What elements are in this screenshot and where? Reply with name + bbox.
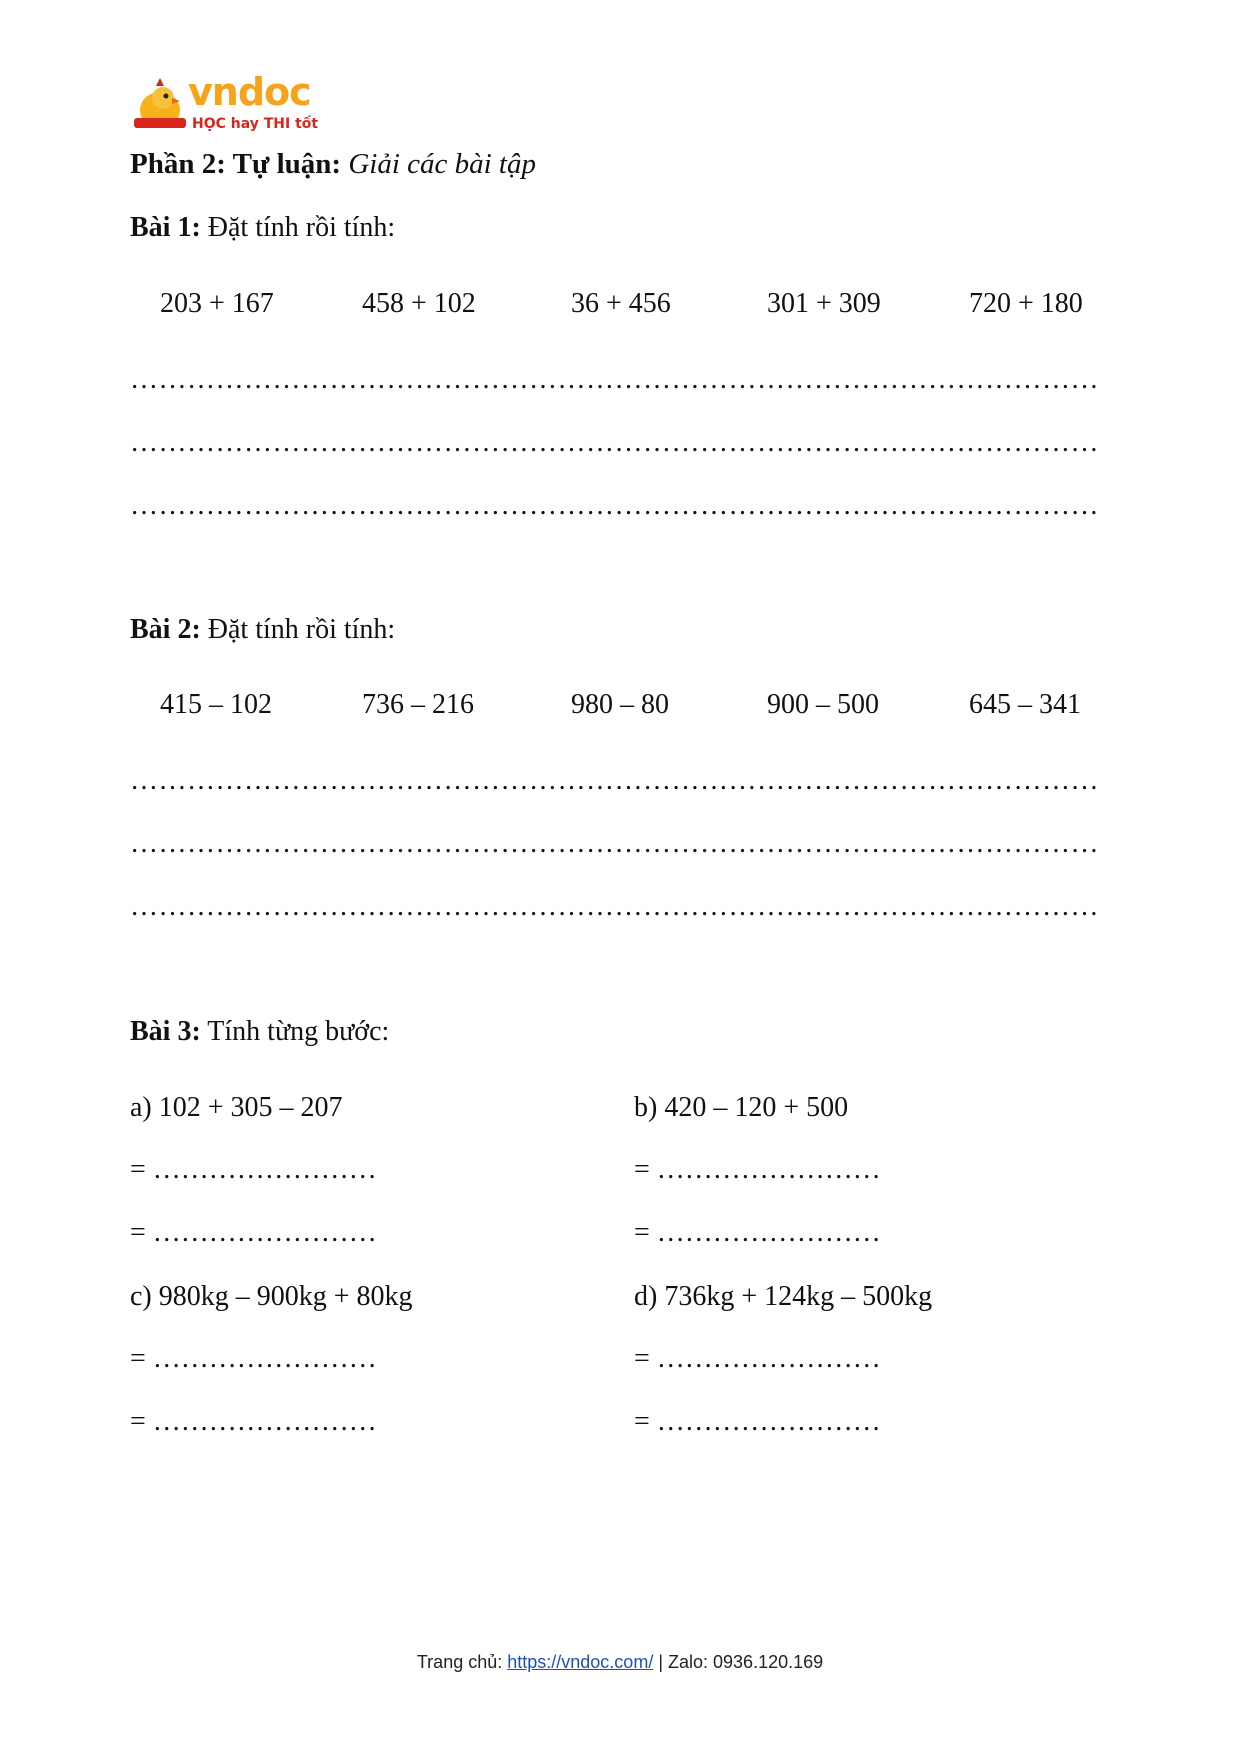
problem-d-step-1: = …………………… (634, 1343, 881, 1374)
exercise-1-expression: 458 + 102 (362, 288, 476, 319)
logo-wordmark: vndoc (188, 70, 311, 114)
exercise-3-heading (130, 1016, 389, 1048)
exercise-2-label: Bài 2: (130, 614, 201, 645)
exercise-2-expression: 415 – 102 (160, 689, 272, 720)
exercise-2-expression: 900 – 500 (767, 689, 879, 720)
chicken-mascot-icon (130, 76, 190, 136)
page-footer (0, 1652, 1240, 1673)
answer-line: ………………………………………………………………………………………… (130, 490, 1099, 521)
problem-d-step-2: = …………………… (634, 1406, 881, 1437)
section-instruction: Giải các bài tập (348, 148, 536, 180)
problem-a: a) 102 + 305 – 207 (130, 1092, 343, 1123)
answer-line: ………………………………………………………………………………………… (130, 427, 1099, 458)
exercise-2-expression: 736 – 216 (362, 689, 474, 720)
section-label: Phần 2: Tự luận: (130, 148, 342, 180)
exercise-1-expression: 36 + 456 (571, 288, 671, 319)
problem-d: d) 736kg + 124kg – 500kg (634, 1281, 933, 1312)
exercise-1-title: Đặt tính rồi tính: (207, 212, 396, 243)
problem-b-step-1: = …………………… (634, 1154, 881, 1185)
problem-b-step-2: = …………………… (634, 1217, 881, 1248)
exercise-2-expression: 645 – 341 (969, 689, 1081, 720)
exercise-3-title: Tính từng bước: (207, 1016, 390, 1047)
problem-c-step-1: = …………………… (130, 1343, 377, 1374)
problem-c: c) 980kg – 900kg + 80kg (130, 1281, 413, 1312)
footer-contact: | Zalo: 0936.120.169 (653, 1652, 824, 1672)
answer-line: ………………………………………………………………………………………… (130, 828, 1099, 859)
exercise-1-label: Bài 1: (130, 212, 201, 243)
section-heading (130, 148, 536, 181)
vndoc-logo (130, 70, 330, 140)
exercise-1-expression: 203 + 167 (160, 288, 274, 319)
exercise-1-expression: 301 + 309 (767, 288, 881, 319)
exercise-2-expression: 980 – 80 (571, 689, 669, 720)
answer-line: ………………………………………………………………………………………… (130, 891, 1099, 922)
exercise-2-heading (130, 614, 395, 646)
logo-tagline: HỌC hay THI tốt (192, 116, 319, 132)
answer-line: ………………………………………………………………………………………… (130, 765, 1099, 796)
exercise-2-title: Đặt tính rồi tính: (207, 614, 396, 645)
problem-c-step-2: = …………………… (130, 1406, 377, 1437)
answer-line: ………………………………………………………………………………………… (130, 364, 1099, 395)
problem-a-step-2: = …………………… (130, 1217, 377, 1248)
problem-b: b) 420 – 120 + 500 (634, 1092, 849, 1123)
footer-prefix: Trang chủ: (416, 1652, 508, 1672)
homepage-link[interactable]: https://vndoc.com/ (507, 1652, 654, 1672)
exercise-1-heading (130, 212, 395, 244)
problem-a-step-1: = …………………… (130, 1154, 377, 1185)
exercise-3-label: Bài 3: (130, 1016, 201, 1047)
exercise-1-expression: 720 + 180 (969, 288, 1083, 319)
